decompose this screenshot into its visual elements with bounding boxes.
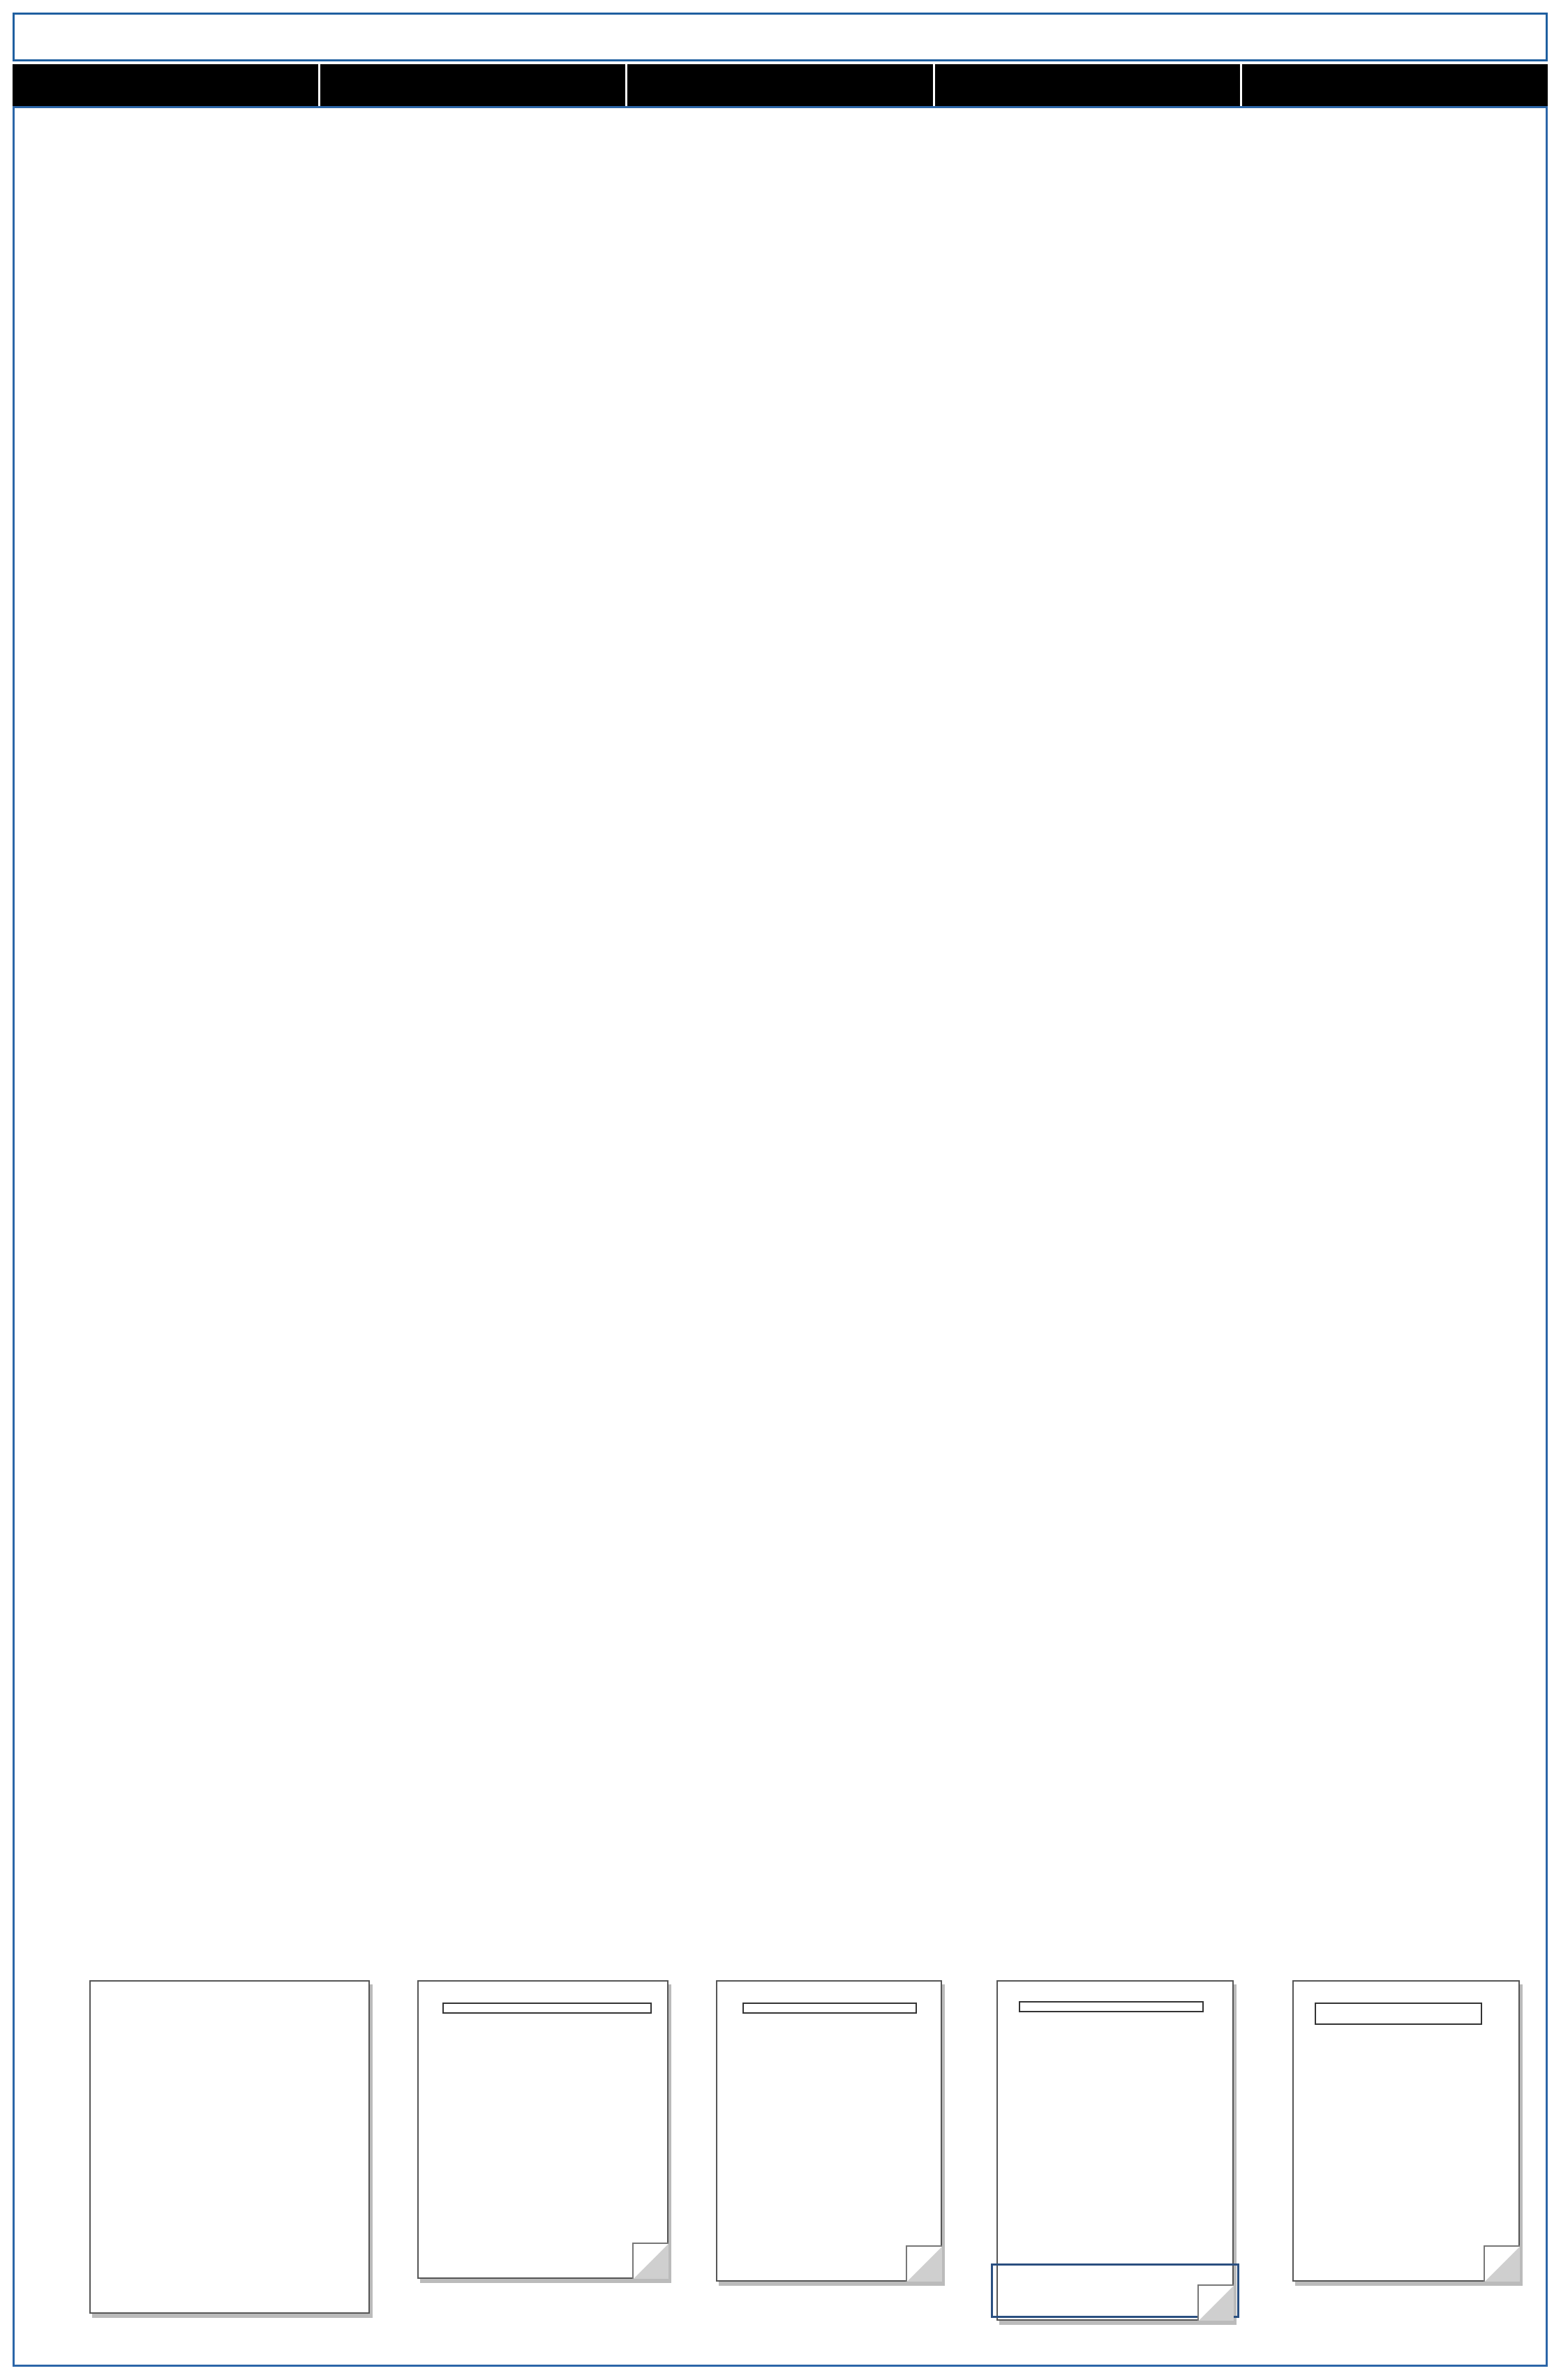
holiday-change-title	[1315, 2003, 1482, 2025]
flower-class-card	[996, 1980, 1234, 2321]
special-class-card	[716, 1980, 942, 2282]
page-curl-icon	[1484, 2245, 1520, 2282]
page-curl-icon	[632, 2243, 669, 2279]
weekday-header-row	[13, 64, 1548, 106]
weekday-tue	[320, 64, 628, 106]
reserve-note-card	[89, 1980, 370, 2314]
weekday-thu	[935, 64, 1243, 106]
weekday-wed	[627, 64, 935, 106]
lifekids-card	[417, 1980, 669, 2279]
special-title	[742, 2003, 917, 2014]
lifekids-title	[442, 2003, 652, 2014]
page-curl-icon	[1197, 2284, 1234, 2321]
flower-title	[1019, 2001, 1204, 2012]
page-curl-icon	[906, 2245, 942, 2282]
header	[13, 13, 1548, 61]
holiday-change-card	[1292, 1980, 1520, 2282]
weekday-fri	[1242, 64, 1548, 106]
weekday-mon	[13, 64, 320, 106]
